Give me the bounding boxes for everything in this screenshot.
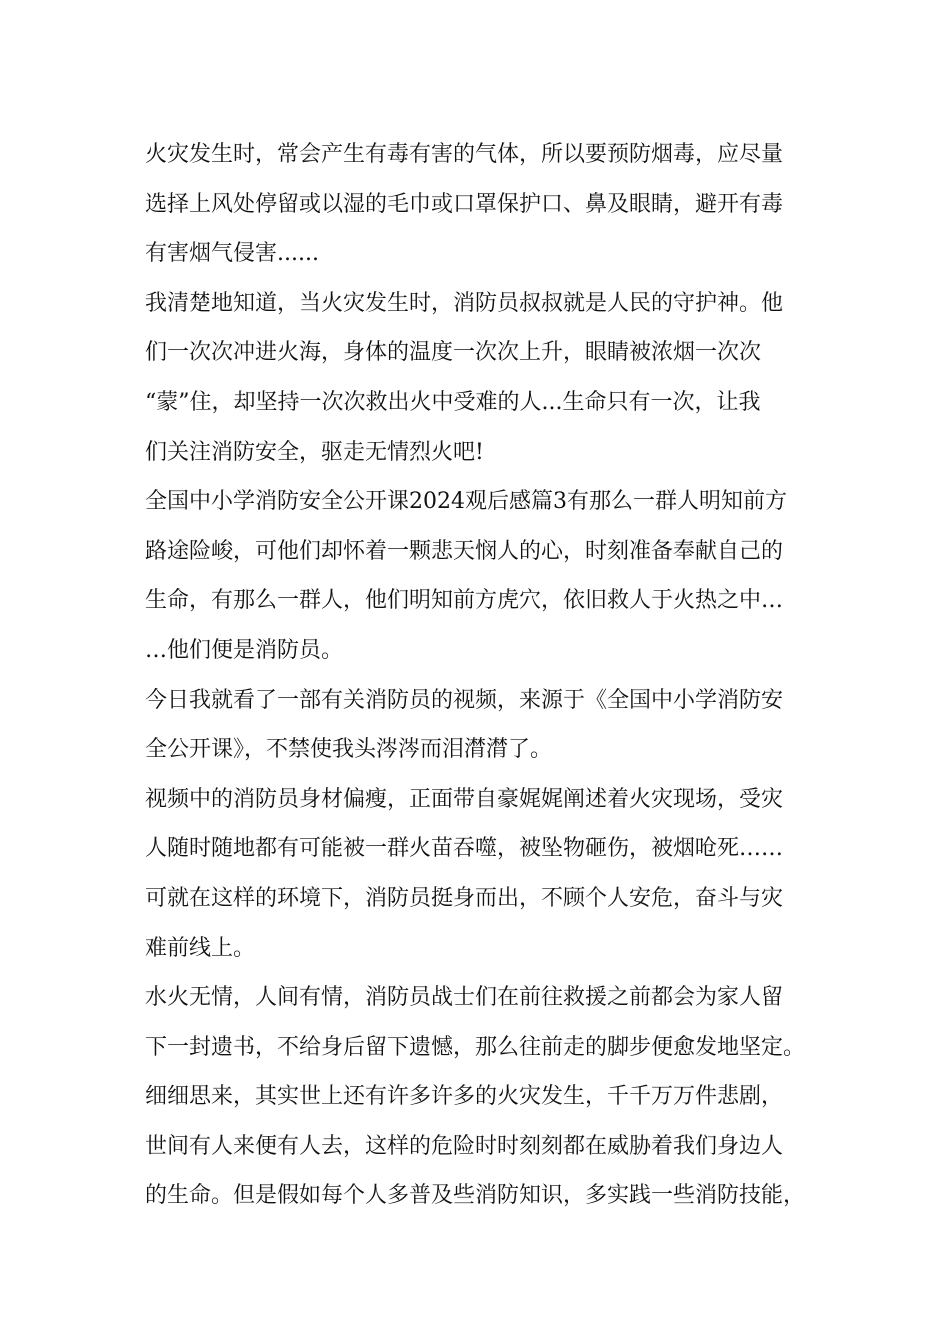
text-line: “蒙”住，却坚持一次次救出火中受难的人...生命只有一次，让我 <box>145 389 761 415</box>
text-line: 生命，有那么一群人，他们明知前方虎穴，依旧救人于火热之中… <box>145 588 784 614</box>
text-line: 火灾发生时，常会产生有毒有害的气体，所以要预防烟毒，应尽量 <box>145 142 784 167</box>
text-line: 路途险峻，可他们却怀着一颗悲天悯人的心，时刻准备奉献自己的 <box>145 538 784 564</box>
document-body <box>145 130 845 1221</box>
text-line: 世间有人来便有人去，这样的危险时时刻刻都在威胁着我们身边人 <box>145 1133 784 1159</box>
text-line: 难前线上。 <box>145 935 256 961</box>
text-line: 我清楚地知道，当火灾发生时，消防员叔叔就是人民的守护神。他 <box>145 290 784 316</box>
text-line: 下一封遗书，不给身后留下遗憾，那么往前走的脚步便愈发地坚定。 <box>145 1034 806 1060</box>
text-line: 可就在这样的环境下，消防员挺身而出，不顾个人安危，奋斗与灾 <box>145 885 784 911</box>
text-line: 们关注消防安全，驱走无情烈火吧! <box>145 439 484 465</box>
text-line: 有害烟气侵害...... <box>145 241 319 267</box>
text-line: 今日我就看了一部有关消防员的视频，来源于《全国中小学消防安 <box>145 687 784 713</box>
text-line: 们一次次冲进火海，身体的温度一次次上升，眼睛被浓烟一次次 <box>145 340 762 366</box>
text-line: 视频中的消防员身材偏瘦，正面带自豪娓娓阐述着火灾现场，受灾 <box>145 786 784 812</box>
text-line: 的生命。但是假如每个人多普及些消防知识，多实践一些消防技能， <box>145 1183 806 1209</box>
text-line: 全国中小学消防安全公开课2024观后感篇3有那么一群人明知前方 <box>145 489 787 515</box>
text-line: 细细思来，其实世上还有许多许多的火灾发生，千千万万件悲剧， <box>145 1084 784 1110</box>
text-line: 选择上风处停留或以湿的毛巾或口罩保护口、鼻及眼睛，避开有毒 <box>145 191 784 217</box>
text-line: 水火无情，人间有情，消防员战士们在前往救援之前都会为家人留 <box>145 985 784 1011</box>
text-line: 人随时随地都有可能被一群火苗吞噬，被坠物砸伤，被烟呛死…… <box>145 836 784 862</box>
text-line: …他们便是消防员。 <box>145 637 344 663</box>
text-line: 全公开课》，不禁使我头涔涔而泪潸潸了。 <box>145 737 553 763</box>
